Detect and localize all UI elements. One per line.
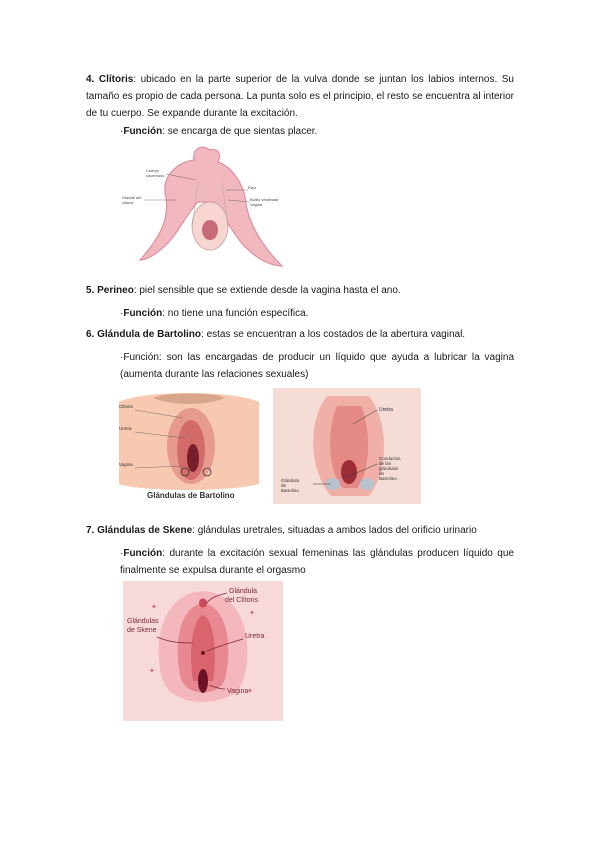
label-vagina: Vagina bbox=[119, 462, 133, 467]
section-5-title: 5. Perineo bbox=[86, 285, 134, 296]
label-conductos-5: Bartolino bbox=[379, 476, 397, 481]
label-conductos-2: de las bbox=[379, 461, 392, 466]
sparkle-icon: ✦ bbox=[151, 604, 157, 611]
section-4-term: Clítoris bbox=[98, 74, 134, 85]
section-4-text: : ubicado en la parte superior de la vulva donde se juntan los labios internos. Su tamaño es propio de cada persona. La punta solo es el principio, el resto se encuentra al interior de tu cuerpo. Se expande durante la excitación. bbox=[86, 74, 514, 119]
label-clitoris: Clitoris bbox=[119, 404, 133, 409]
section-7-title: 7. Glándulas de Skene bbox=[86, 525, 193, 536]
svg-text:Glande del: Glande del bbox=[122, 195, 142, 200]
svg-text:Raíz: Raíz bbox=[248, 185, 257, 190]
label-conductos-1: Conductos bbox=[379, 456, 401, 461]
svg-text:clítoris: clítoris bbox=[122, 200, 134, 205]
label-glandula-clitoris-1: Glándula bbox=[229, 588, 258, 595]
bullet: · bbox=[120, 308, 124, 319]
section-7-paragraph bbox=[86, 522, 514, 539]
sparkle-icon: ✦ bbox=[249, 610, 255, 617]
section-6-text: : estas se encuentran a los costados de la abertura vaginal. bbox=[201, 329, 466, 340]
section-7-function bbox=[120, 545, 514, 579]
label-vagina: Vagina bbox=[227, 688, 249, 695]
section-5-paragraph bbox=[86, 282, 514, 299]
section-6-function bbox=[120, 349, 514, 383]
bullet: · bbox=[120, 126, 124, 137]
svg-text:Vagina: Vagina bbox=[250, 202, 263, 207]
label-uretra: Uretra bbox=[379, 407, 393, 413]
clitoris-illustration bbox=[118, 142, 298, 270]
function-label: Función bbox=[123, 126, 163, 137]
bartolino-illustration-2 bbox=[273, 388, 421, 504]
svg-text:Bulbo vestibular: Bulbo vestibular bbox=[250, 197, 279, 202]
sparkle-icon: ✦ bbox=[247, 688, 253, 695]
section-7-text: : glándulas uretrales, situadas a ambos lados del orificio urinario bbox=[192, 525, 477, 536]
section-5-function bbox=[120, 305, 514, 322]
function-label: Función bbox=[123, 308, 163, 319]
function-text: : se encarga de que sientas placer. bbox=[162, 126, 318, 137]
bullet: · bbox=[120, 548, 124, 559]
label-glandula-clitoris-2: del Clítoris bbox=[225, 597, 259, 604]
bartolino-illustration-1 bbox=[113, 388, 265, 504]
label-uretra: Uretra bbox=[245, 633, 265, 640]
function-text: ·Función: son las encargadas de producir un líquido que ayuda a lubricar la vagina (aumenta durante las relaciones sexuales) bbox=[120, 352, 514, 380]
label-conductos-3: glándulas bbox=[379, 466, 399, 471]
section-4-paragraph bbox=[86, 71, 514, 122]
section-4-number: 4. bbox=[86, 74, 95, 85]
label-glandula-2: de bbox=[281, 483, 287, 488]
function-label: Función bbox=[123, 548, 163, 559]
label-glandula-3: Bartolino bbox=[281, 488, 299, 493]
svg-text:cavernoso: cavernoso bbox=[146, 173, 165, 178]
label-uretra: Uretra bbox=[119, 426, 132, 431]
function-text: : no tiene una función específica. bbox=[162, 308, 309, 319]
label-glandulas-skene-2: de Skene bbox=[127, 627, 157, 634]
label-glandula-1: Glándula bbox=[281, 478, 300, 483]
sparkle-icon: ✦ bbox=[149, 668, 155, 675]
label-glandulas-skene-1: Glándulas bbox=[127, 618, 159, 625]
skene-illustration bbox=[123, 581, 283, 721]
svg-text:Cuerpo: Cuerpo bbox=[146, 168, 160, 173]
section-6-title: 6. Glándula de Bartolino bbox=[86, 329, 202, 340]
section-5-text: : piel sensible que se extiende desde la vagina hasta el ano. bbox=[133, 285, 401, 296]
label-conductos-4: de bbox=[379, 471, 385, 476]
function-text: : durante la excitación sexual femeninas las glándulas producen líquido que finalmente se expulsa durante el orgasmo bbox=[120, 548, 514, 576]
section-6-paragraph bbox=[86, 326, 514, 343]
section-4-function bbox=[120, 123, 514, 140]
figure-caption: Glándulas de Bartolino bbox=[147, 491, 235, 500]
